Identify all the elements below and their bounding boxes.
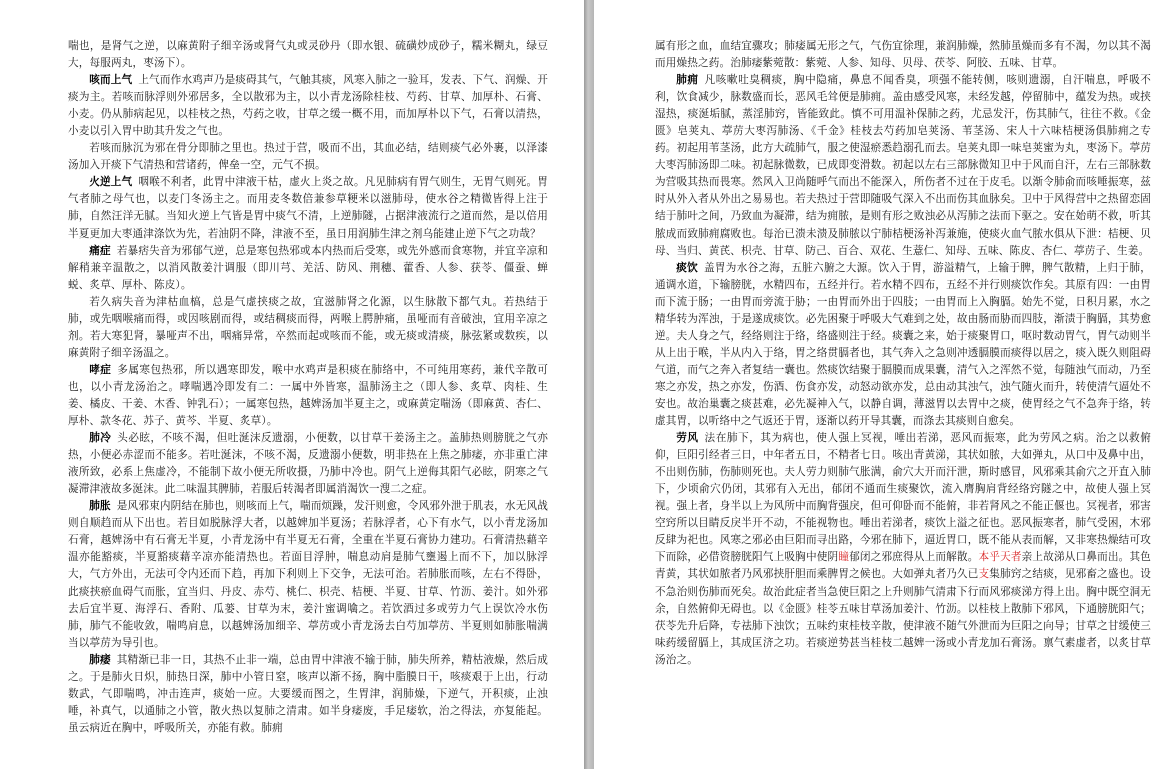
section-heading: 哮症 xyxy=(89,363,112,376)
paragraph: 火逆上气 咽喉不利者，此胃中津液干枯，虚火上炎之故。凡见肺病有胃气则生，无胃气则死。胃气者肺之母气也，以麦门冬汤主之。而用麦冬数倍兼参草粳米以滋肺母，使水谷之精微皆得上注于肺，自然汪洋无腻。当知火逆上气皆是胃中痰气不清，上逆肺隧，占据津液流行之道而然，是以倍用半夏更加大枣通津涤饮为先，若油阴不降，津液不至，虽日用润肺生津之剂乌能建止逆下气之功哉？ xyxy=(68,176,548,240)
highlighted-text: 支 xyxy=(978,568,990,581)
section-heading: 劳风 xyxy=(676,432,699,445)
highlighted-text: 瞳 xyxy=(838,551,850,564)
paragraph: 痛症 若暴痞失音为邪郁气逆，总是寒包热邪或本内热而后受寒，或先外感而食寒物，并宜辛凉和解稍兼辛温散之，以消风散姜汁调服（即川芎、羌活、防风、荆穗、藿香、人参、获苓、僵蚕、蝉蜕、炙草、厚朴、陈皮）。 xyxy=(68,244,548,291)
paragraph: 喘也，是肾气之逆，以麻黄附子细辛汤或肾气丸或灵砂丹（即水银、硫磺炒成砂子，糯米糊丸，绿豆大，每服两丸，枣汤下）。 xyxy=(68,40,548,70)
paragraph: 若咳而脉沉为邪在骨分即肺之里也。热过于营，吸而不出，其血必结，结则痰气必外裹，以泽漆汤加入开痰下气清热和营诸药，俾垒一空，元气不损。 xyxy=(68,142,548,172)
paragraph: 肺冷 头必眩，不咳不渴，但吐涎沫反遗溺，小便数，以甘草干姜汤主之。盖肺热则膀胱之气亦热，小便必赤涩而不能多。若吐涎沫，不咳不渴，反遗溺小便数，明非热在上焦之肺痿，亦非重亡津液所致，必系上焦虚冷，不能制下故小便无所收摄，乃肺中冷也。阴气上逆侮其阳气必眩，阴寒之气凝滞津液故多涎沫。此二味温其脾肺，若服后转渴者即属消渴饮一溲二之症。 xyxy=(68,432,548,496)
section-heading: 肺胀 xyxy=(89,500,111,513)
section-heading: 咳而上气 xyxy=(89,74,133,87)
paragraph: 痰饮 盖胃为水谷之海，五脏六腑之大源。饮入于胃，游溢精气，上输于脾，脾气散精，上归于肺，通调水道，下输膀胱，水精四布，五经并行。若水精不四布，五经不并行则痰饮作矣。其原有四：一由胃而下流于肠；一由胃而旁流于胁；一由胃而外出于四肢；一由胃而上入胸膈。始先不觉，日积月累，水之精华转为浑浊，于是遂成痰饮。必先困聚于呼吸大气难到之处，故由肠而胁而四肢，渐渍于胸膈，其势愈逆。夫人身之气，经络则注于络，络盛则注于经。痰囊之来，始于痰聚胃口，呕时数动胃气，胃气动则半从上出于喉，半从内入于络，胃之络贯膈者也，其气奔入之急则冲透膈膜而痰得以居之，痰入既久则阻碍气道，而气之奔入者复结一囊也。然痰饮结聚于膈膜而成果囊，清气入之浑然不觉，每随浊气而动，乃至寒之亦发，热之亦发，伤酒、伤食亦发，动怒动欲亦发，总由动其浊气，浊气随火而升，转使清气逼处不安也。故治巢囊之痰甚难，必先凝神入气，以静自调，薄滋胃以去胃中之痰，使胃经之气不急奔于络，转虚其胃，以听络中之气返还于胃，逐渐以药开导其囊，而涤去其痰则自愈矣。 xyxy=(655,261,1151,428)
section-heading: 肺痿 xyxy=(89,653,111,666)
section-heading: 肺冷 xyxy=(89,432,112,445)
paragraph: 肺痿 其精渐已非一日，其热不止非一端，总由胃中津液不输于肺，肺失所养，精枯液燥，然后成之。于是肺火日炽，肺热日深，肺中小管日窒，咳声以渐不扬，胸中脂膜日干，咳痰艰于上出，行动数武，气即喘鸣，冲击连声，痰始一应。大要缓而图之，生胃津，润肺燥，下逆气，开积痰，止浊唾，补真气，以通肺之小管，散火热以复肺之清肃。如半身痿废，手足痿软，治之得法，亦复能起。虽云病近在胸中，呼吸所关，亦能有救。肺痈 xyxy=(68,653,548,734)
paragraph: 劳风 法在肺下，其为病也，使人强上冥视，唾出若涕，恶风而振寒，此为劳风之病。治之以救俯仰，巨阳引经者三日，中年者五日，不精者七日。咳出青黄涕，其状如脓，大如弹丸，从口中及鼻中出，不出则伤肺，伤肺则死也。夫人劳力则肺气胀满，俞穴大开而汗泄，斯时感冒，风邪乘其俞穴之开直入肺下，少顷俞穴仍闭，其邪有入无出，郁闭不通而生痰聚饮，流入膺胸肩背经络窍隧之中，故使人强上冥视。强上者，身半以上为风所中而胸背强戾，但可仰卧而不能俯，非若肾风之不能正偃也。冥视者，邪害空窍所以目睛反戾半开不动，不能视物也。唾出若涕者，痰饮上溢之征也。恶风振寒者，肺气受困，木邪反肆为祀也。风寒之邪必由巨阳而寻出路，今邪在肺下，逼近胃口，既不能从表而解，又非寒热燥结可攻下而除，必借资膀胱阳气上吸胸中使阴瞳郁闭之邪庶得从上而解散。本乎天者亲上故涕从口鼻而出。其色青黄，其状如脓者乃风邪挟肝胆而乘脾胃之候也。大如弹丸者乃久已支集肺窍之结痰，见邪畜之盛也。设不急治则伤肺而死矣。故治此症者当急使巨阳之上升则肺气清肃下行而风邪痰涕方得上出。胸中既空洞无余，自然俯仰无碍也。以《金匮》桂苓五味甘草汤加姜汁、竹沥。以桂枝上散肺下邪风，下通膀胱阳气；茯苓先升后降，专祛肺下浊饮；五味约束桂枝辛散，使津液不随气外泄而为巨阳之向导；甘草之甘缓使三味药缓留膈上，其成匡济之功。若痰逆势甚当桂枝二越婢一汤或小青龙加石膏汤。禀气素虚者，以炙甘草汤治之。 xyxy=(655,432,1152,666)
paragraph: 肺胀 是风邪束内阴结在肺也，则咳而上气，喘而烦躁，发汗则愈，令风邪外泄于肌表，水无风战则自顺趋而从下出也。若目如脱脉浮大者，以越婢加半夏汤；若脉浮者，心下有水气，以小青龙汤加石膏，越婢汤中有石膏无半夏，小青龙汤中有半夏无石膏，全重在半夏石膏协力建功。石膏清热藉辛温亦能豁痰，半夏豁痰藉辛凉亦能清热也。若面目浮肿，喘息动肩是肺气壅遏上而不下，加以脉浮大，气方外出，无法可令内还而下趋，再加下利则上下交争，无法可治。若肺胀而咳，左右不得卧，此痰挟瘀血碍气而胀，宜当归、丹皮、赤芍、桃仁、枳壳、桔梗、半夏、甘草、竹沥、姜汁。如外邪去后宜半夏、海浮石、香附、瓜蒌、甘草为末，姜汁蜜调噙之。若饮酒过多或劳力气上误饮冷水伤肺，肺气不能收敛，喘鸣肩息，以越婢汤加细辛、葶苈或小青龙汤去白芍加葶苈、半夏则如肺胀喘满当以葶苈为导引也。 xyxy=(68,500,548,649)
paragraph: 若久病失音为津枯血槁，总是气虚挟痰之故，宜滋肺肾之化源，以生脉散下都气丸。若热结于肺，或先咽喉痛而得，或因咳剧而得，或结稠痰而得，两喉上腭肿痛，虽哑而有音破浊，宜用辛凉之剂。若大寒犯肾，暴哑声不出，咽痛异常，卒然而起或咳而不能，或无痰或清痰，脉弦紧或数疾，以麻黄附子细辛汤温之。 xyxy=(68,295,548,359)
paragraph: 咳而上气 上气而作水鸡声乃是痰碍其气，气触其痰，风寒入肺之一验耳，发表、下气、润燥、开痰为主。若咳而脉浮则外邪居多，全以散邪为主，以小青龙汤除桂枝、芍药、甘草、加厚朴、石膏、小麦。仍从肺病起见，以桂枝之热，芍药之收，甘草之缓一概不用，而加厚朴以下气，石膏以清热，小麦以引入胃中助其升发之气也。 xyxy=(68,74,548,138)
section-heading: 痰饮 xyxy=(676,261,698,274)
paragraph: 肺痈 凡咳嗽吐臭稠痰，胸中隐痛，鼻息不闻香臭，项强不能转侧，咳则遗溺，自汗喘息，呼吸不利，饮食减少，脉数盛而长，恶风毛耸便是肺痈。盖由感受风寒，未经发越，停留肺中，蕴发为热。或挟湿热，痰涎垢腻，蒸淫肺窍，皆能致此。慎不可用温补保肺之药，尤忌发汗，伤其肺气，往往不救。《金匮》皂荚丸、葶苈大枣泻肺汤、《千金》桂枝去芍药加皂荚汤、苇茎汤、宋人十六味桔梗汤俱肺痈之专药。初起用苇茎汤，此方大疏肺气，服之使湿瘀悉趋溺孔而去。皂荚丸即一味皂荚蜜为丸，枣汤下。葶苈大枣泻肺汤即二味。初起脉微数，已成即变滑数。初起以左右三部脉微知卫中于风而自汗，左右三部脉数为营吸其热而畏寒。然风入卫尚随呼气而出不能深入，所伤者不过在于皮毛。以渐令肺俞而咳唾振寒，兹时从外入者从外出之易易也。若夫热过于营即随吸气深入不出而伤其血脉矣。卫中于风得营中之热留恋固结于肺叶之间，乃致血为凝滞，结为痈脓，是则有形之败浊必从泻肺之法而下驱之。安在始萌不救，听其脓成而致肺痈腐败也。每治已溃未溃及肺脓以宁肺桔梗汤补泻兼施，使痰火血气脓水俱从下泄：桔梗、贝母、当归、黄芪、枳壳、甘草、防己、百合、双花、生薏仁、知母、五味、陈皮、杏仁、葶苈子、生姜。 xyxy=(655,74,1151,257)
paragraph: 哮症 多属寒包热邪，所以遇寒即发，喉中水鸡声是积痰在肺络中，不可纯用寒药，兼代辛散可也，以小青龙汤治之。哮喘遇冷即发有二：一属中外皆寒，温肺汤主之（即人参、炙草、肉桂、生姜、橘皮、干姜、木香、钟乳石）；一属寒包热，越婢汤加半夏主之，或麻黄定喘汤（即麻黄、杏仁、厚朴、款冬花、苏子、黄芩、半夏、炙草）。 xyxy=(68,363,548,428)
paragraph: 属有形之血，血结宜骤攻；肺痿属无形之气，气伤宜徐理，兼润肺燥，然肺虽燥而多有不渴，勿以其不渴而用燥热之药。治肺痿紫菀散：紫菀、人参、知母、贝母、茯苓、阿胶、五味、甘草。 xyxy=(655,40,1151,70)
section-heading: 火逆上气 xyxy=(89,176,133,189)
book-gutter xyxy=(584,0,594,769)
highlighted-text: 本乎天者 xyxy=(978,551,1022,564)
section-heading: 肺痈 xyxy=(676,74,699,87)
section-heading: 痛症 xyxy=(89,244,111,257)
left-page xyxy=(0,0,584,769)
right-page xyxy=(594,0,1175,769)
